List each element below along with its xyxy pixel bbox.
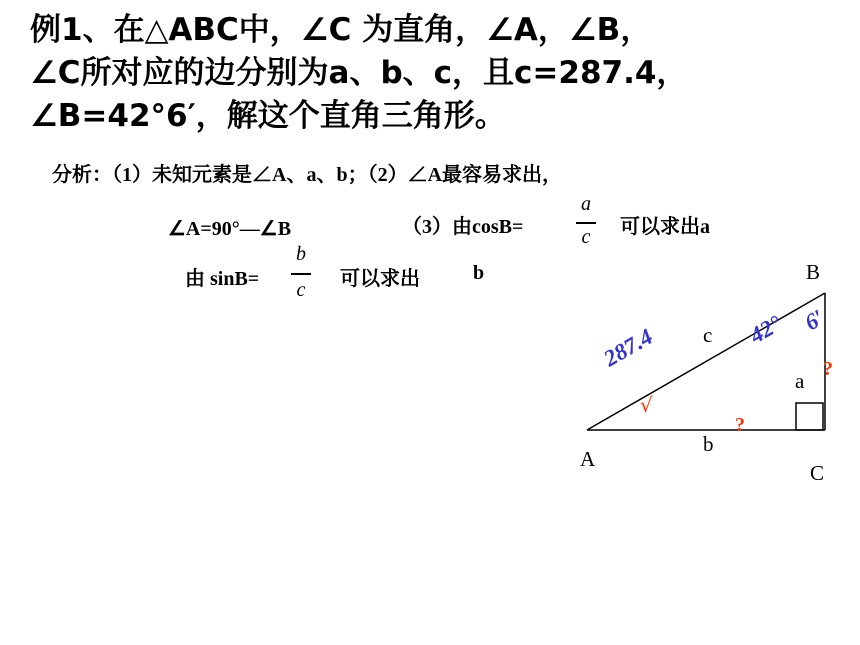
analysis-step-4-prefix: 由 sinB= (185, 268, 260, 290)
side-b-unknown-mark: ? (735, 414, 745, 436)
sin-fraction-numerator: b (296, 243, 306, 265)
analysis-step-4-suffix: 可以求出 (340, 268, 420, 290)
cos-fraction-numerator: a (581, 193, 591, 215)
analysis-step-3-prefix: （3）由cosB= (402, 216, 524, 238)
analysis-step-2: ∠A=90°—∠B (168, 218, 292, 240)
analysis-line-1: 分析：（1）未知元素是∠A、a、b；（2）∠A最容易求出， (52, 164, 563, 186)
problem-line-3: ∠B=42°6′，解这个直角三角形。 (30, 98, 506, 134)
vertex-c-label: C (810, 461, 825, 485)
analysis-step-4-variable: b (473, 262, 485, 284)
sin-fraction-denominator: c (296, 279, 306, 301)
right-angle-marker (796, 403, 823, 430)
vertex-a-label: A (580, 447, 596, 471)
cos-fraction-denominator: c (581, 226, 591, 248)
side-b-label: b (703, 432, 714, 456)
angle-b-minutes: 6′ (800, 305, 829, 336)
analysis-step-3-suffix: 可以求出a (620, 216, 710, 238)
hypotenuse-value: 287.4 (599, 323, 657, 372)
side-a-label: a (795, 369, 805, 393)
side-c-label: c (703, 323, 713, 347)
angle-a-check-mark: √ (640, 393, 653, 417)
problem-line-1: 例1、在△ABC中，∠C 为直角，∠A，∠B， (30, 12, 652, 48)
problem-line-2: ∠C所对应的边分别为a、b、c，且c=287.4， (30, 55, 688, 91)
vertex-b-label: B (806, 260, 821, 284)
side-a-unknown-mark: ? (823, 358, 833, 380)
angle-b-degrees: 42° (745, 310, 786, 349)
